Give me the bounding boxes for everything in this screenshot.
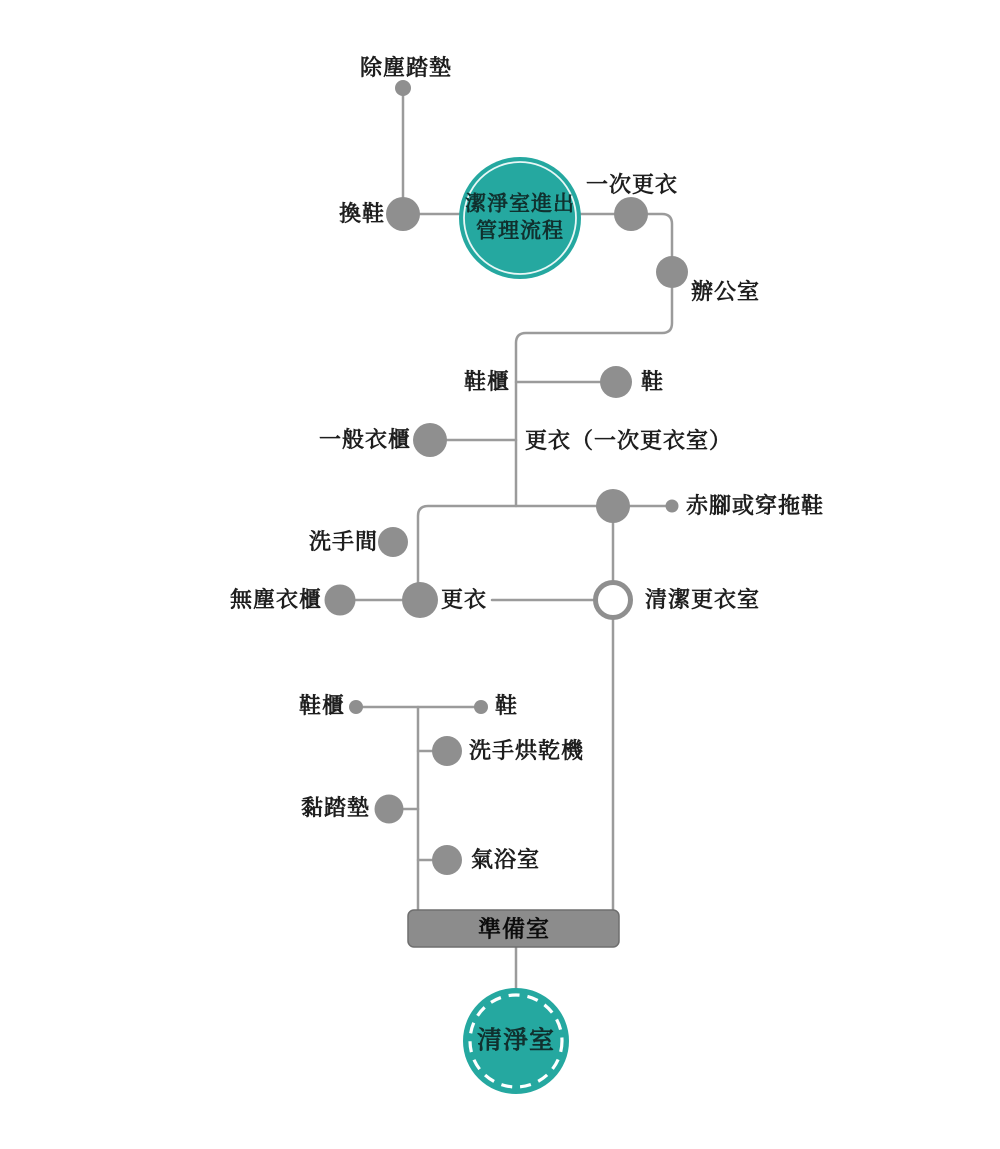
shoe-bottom-label: 鞋 (495, 693, 519, 718)
main-title-line1: 潔淨室進出 (465, 192, 575, 216)
node-handwash-dryer (432, 736, 462, 766)
dust-mat-label: 除塵踏墊 (359, 55, 453, 80)
node-clean-changing-room (596, 583, 631, 618)
node-barefoot-dot (666, 500, 679, 513)
shoe-cabinet-top-label: 鞋櫃 (463, 369, 510, 394)
handwash-dryer-label: 洗手烘乾機 (469, 738, 585, 763)
general-wardrobe-label: 一般衣櫃 (318, 427, 411, 452)
change-shoes-label: 換鞋 (338, 201, 385, 226)
node-sticky-mat (375, 795, 404, 824)
changing-first-room-label: 更衣（一次更衣室） (525, 428, 733, 453)
clean-changing-room-label: 清潔更衣室 (645, 587, 761, 612)
shoe-top-label: 鞋 (641, 369, 665, 394)
node-office (656, 256, 688, 288)
washroom-label: 洗手間 (308, 529, 378, 554)
node-shoe2-dot (474, 700, 488, 714)
clean-room-label: 清淨室 (476, 1026, 556, 1055)
first-change-label: 一次更衣 (585, 172, 679, 197)
air-shower-label: 氣浴室 (471, 847, 541, 872)
barefoot-slippers-label: 赤腳或穿拖鞋 (686, 493, 825, 518)
node-dust-mat-dot (395, 80, 411, 96)
node-junction (596, 489, 630, 523)
node-general-wardrobe (413, 423, 447, 457)
node-air-shower (432, 845, 462, 875)
node-shoe-cabinet2-dot (349, 700, 363, 714)
change-clothes-label: 更衣 (441, 587, 488, 612)
prep-room-label: 準備室 (478, 915, 550, 942)
edge-junction-leftbranch (418, 506, 613, 600)
shoe-cabinet-bottom-label: 鞋櫃 (298, 693, 345, 718)
node-shoe-top (600, 366, 632, 398)
node-change-shoes (386, 197, 420, 231)
dustfree-wardrobe-label: 無塵衣櫃 (229, 587, 322, 612)
node-first-change (614, 197, 648, 231)
node-dustfree-wardrobe (325, 585, 356, 616)
node-change-clothes (402, 582, 438, 618)
node-washroom (378, 527, 408, 557)
office-label: 辦公室 (691, 279, 761, 304)
main-title (465, 191, 575, 246)
sticky-mat-label: 黏踏墊 (300, 795, 370, 820)
main-title-line2: 管理流程 (476, 220, 564, 243)
